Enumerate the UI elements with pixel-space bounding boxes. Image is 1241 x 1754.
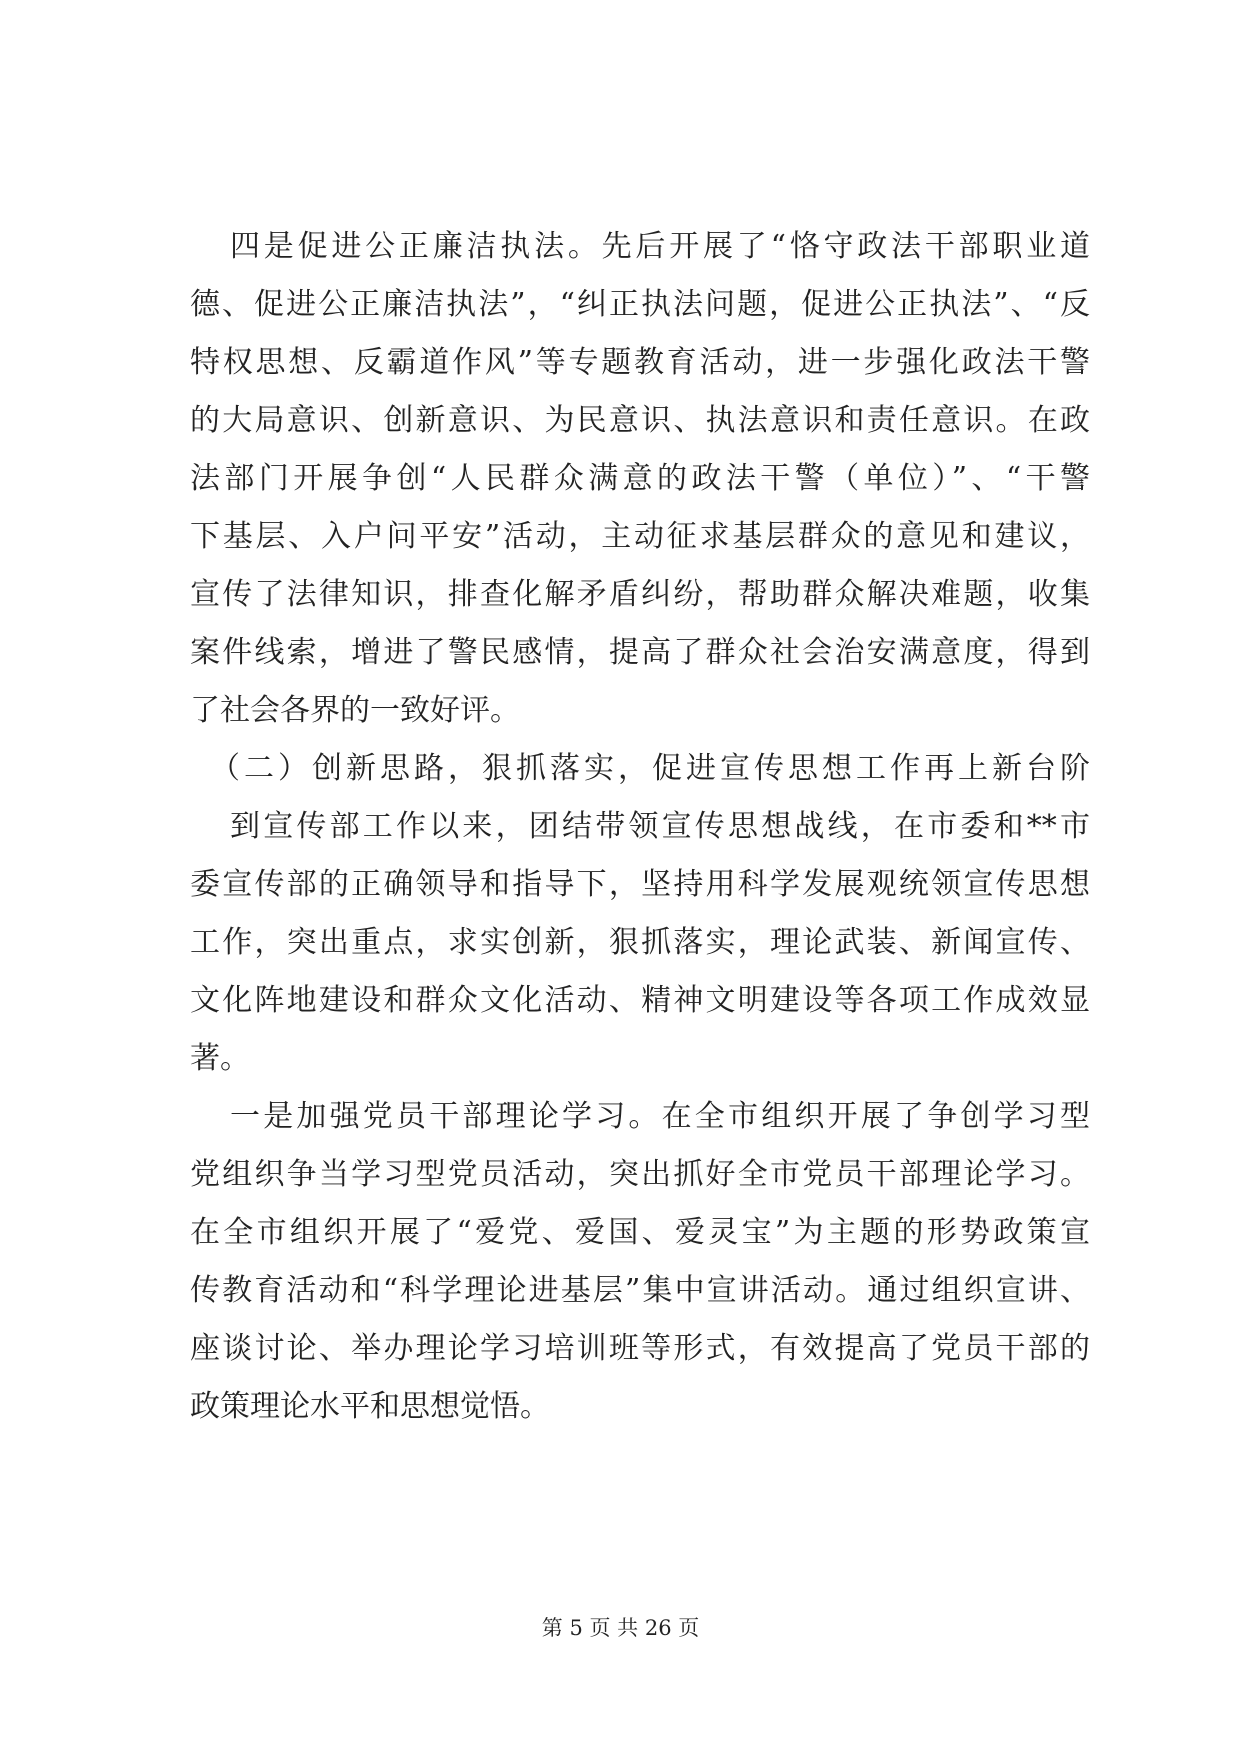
document-body	[190, 229, 1090, 1559]
text-line: 宣传了法律知识，排查化解矛盾纠纷，帮助群众解决难题，收集	[190, 577, 1090, 612]
text-line: 法部门开展争创“人民群众满意的政法干警（单位）”、“干警	[190, 461, 1090, 496]
text-line: 特权思想、反霸道作风”等专题教育活动，进一步强化政法干警	[190, 345, 1090, 380]
text-line: 下基层、入户问平安”活动，主动征求基层群众的意见和建议，	[190, 519, 1090, 554]
page-footer	[0, 1615, 1241, 1641]
text-line: 到宣传部工作以来，团结带领宣传思想战线，在市委和**市	[230, 809, 1090, 844]
text-line: 文化阵地建设和群众文化活动、精神文明建设等各项工作成效显	[190, 983, 1090, 1018]
text-line: 党组织争当学习型党员活动，突出抓好全市党员干部理论学习。	[190, 1157, 1090, 1192]
text-line: 案件线索，增进了警民感情，提高了群众社会治安满意度，得到	[190, 635, 1090, 670]
text-line: 四是促进公正廉洁执法。先后开展了“恪守政法干部职业道	[230, 229, 1090, 264]
text-line: 传教育活动和“科学理论进基层”集中宣讲活动。通过组织宣讲、	[190, 1273, 1090, 1308]
text-line: 的大局意识、创新意识、为民意识、执法意识和责任意识。在政	[190, 403, 1090, 438]
text-line: 在全市组织开展了“爱党、爱国、爱灵宝”为主题的形势政策宣	[190, 1215, 1090, 1250]
text-line: 座谈讨论、举办理论学习培训班等形式，有效提高了党员干部的	[190, 1331, 1090, 1366]
section-heading: （二）创新思路，狠抓落实，促进宣传思想工作再上新台阶	[210, 751, 1090, 786]
text-line: 政策理论水平和思想觉悟。	[190, 1389, 550, 1424]
page-number: 第 5 页 共 26 页	[541, 1616, 700, 1640]
text-line: 了社会各界的一致好评。	[190, 693, 520, 728]
text-line: 德、促进公正廉洁执法”，“纠正执法问题，促进公正执法”、“反	[190, 287, 1090, 322]
text-line: 委宣传部的正确领导和指导下，坚持用科学发展观统领宣传思想	[190, 867, 1090, 902]
text-line: 一是加强党员干部理论学习。在全市组织开展了争创学习型	[230, 1099, 1090, 1134]
text-line: 著。	[190, 1041, 250, 1076]
text-line: 工作，突出重点，求实创新，狠抓落实，理论武装、新闻宣传、	[190, 925, 1090, 960]
